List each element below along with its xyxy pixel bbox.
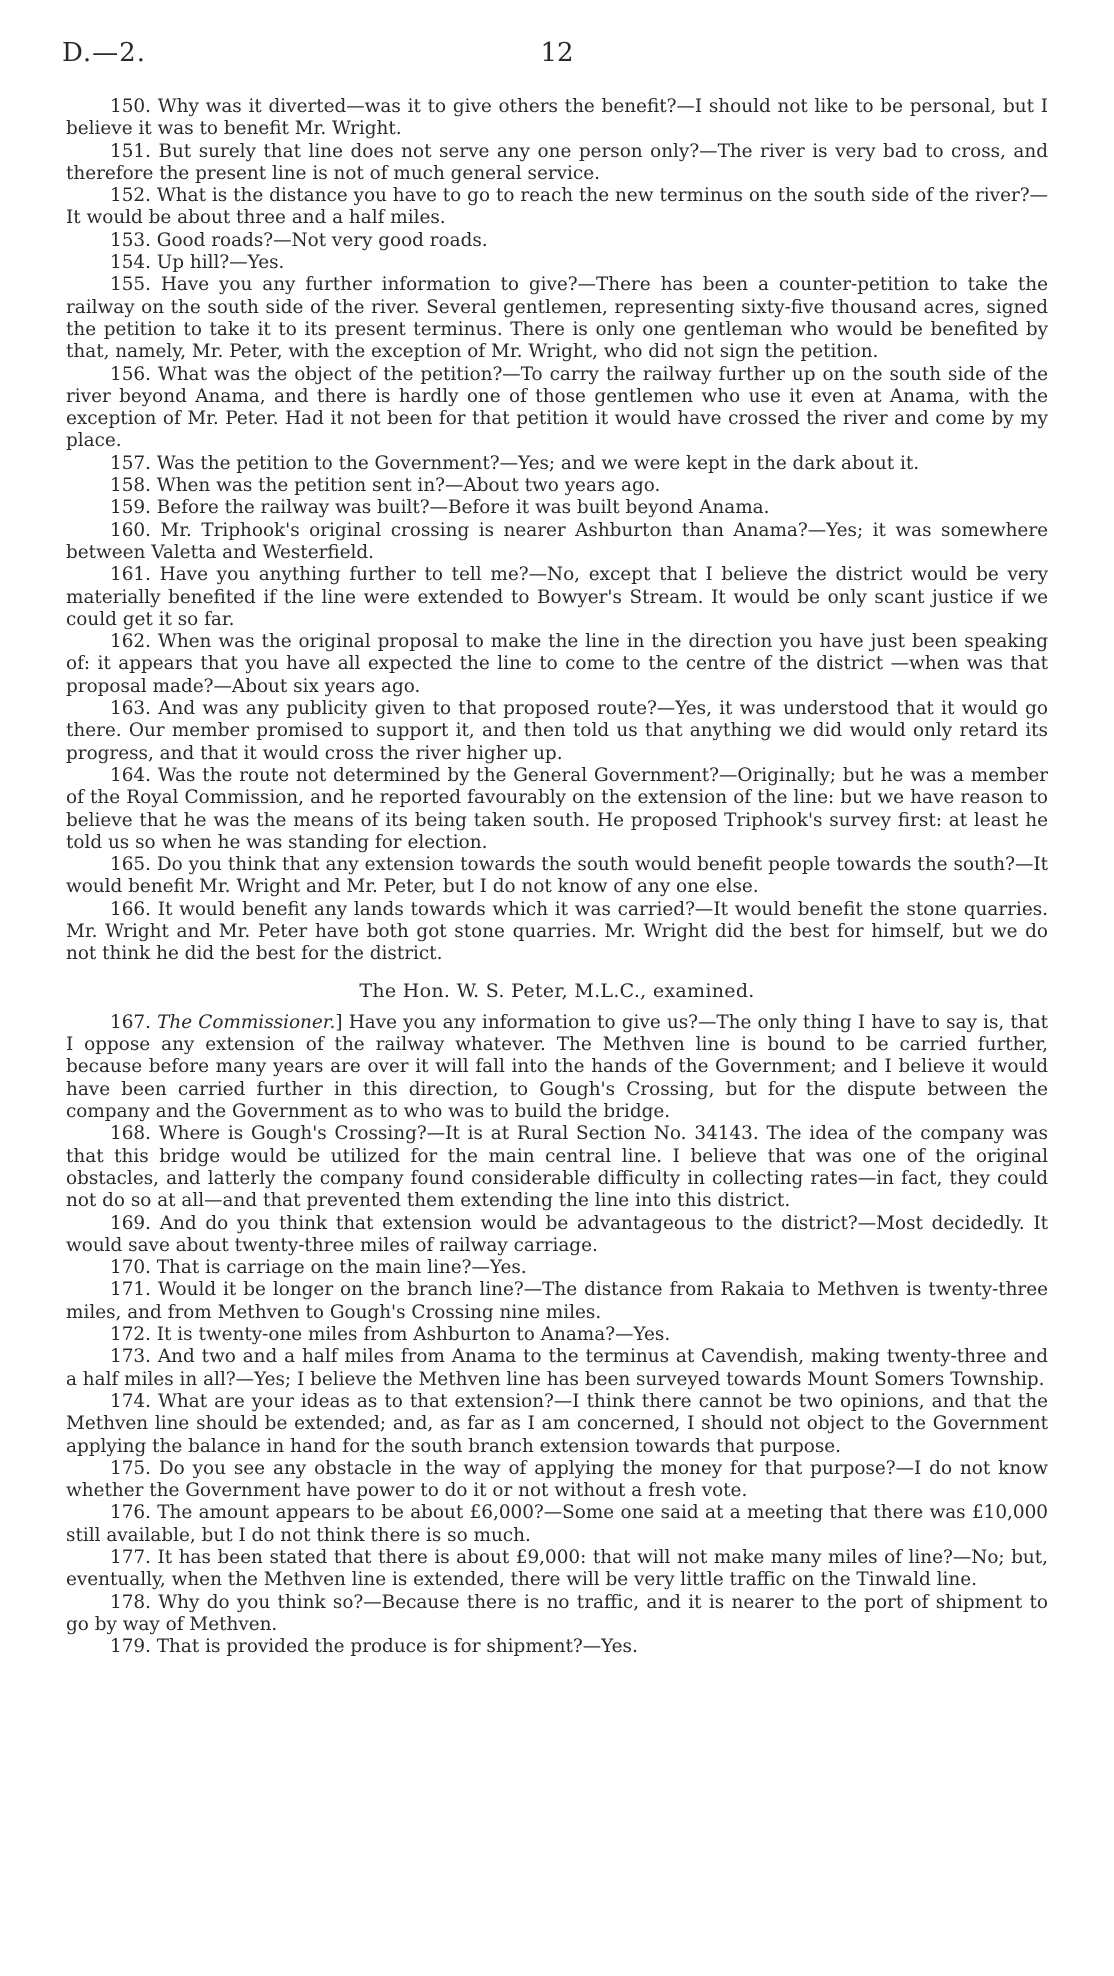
- evidence-paragraph: 158. When was the petition sent in?—About two years ago.: [110, 475, 661, 497]
- page-number: 12: [540, 38, 574, 68]
- evidence-paragraph: 179. That is provided the produce is for shipment?—Yes.: [110, 1636, 638, 1658]
- evidence-block-1: [66, 96, 1048, 966]
- evidence-paragraph: 160. Mr. Triphook's original crossing is nearer Ashburton than Anama?—Yes; it was somewhere between Valetta and Westerfield.: [66, 519, 1048, 563]
- document-body: [66, 96, 1048, 1658]
- page-header: [62, 38, 1052, 78]
- evidence-paragraph: 166. It would benefit any lands towards which it was carried?—It would benefit the stone quarries. Mr. Wright and Mr. Peter have both got stone quarries. Mr. Wright did the best for himself, but we do not think he did the best for the district.: [66, 898, 1048, 965]
- evidence-paragraph: 176. The amount appears to be about £6,000?—Some one said at a meeting that there was £10,000 still available, but I do not think there is so much.: [66, 1502, 1048, 1546]
- evidence-paragraph: 175. Do you see any obstacle in the way of applying the money for that purpose?—I do not know whether the Government have power to do it or not without a fresh vote.: [66, 1457, 1048, 1502]
- evidence-paragraph: 171. Would it be longer on the branch line?—The distance from Rakaia to Methven is twenty-three miles, and from Methven to Gough's Crossing nine miles.: [66, 1279, 1048, 1323]
- evidence-paragraph: 172. It is twenty-one miles from Ashburton to Anama?—Yes.: [110, 1324, 671, 1346]
- document-reference: D.—2.: [62, 38, 146, 68]
- evidence-paragraph: 170. That is carriage on the main line?—Yes.: [110, 1257, 527, 1279]
- evidence-paragraph: 169. And do you think that extension would be advantageous to the district?—Most decidedly. It would save about twenty-three miles of railway carriage.: [66, 1212, 1048, 1256]
- speaker-name: The Commissioner.: [157, 1011, 336, 1033]
- evidence-paragraph: 153. Good roads?—Not very good roads.: [110, 229, 488, 251]
- section-heading: The Hon. W. S. Peter, M.L.C., examined.: [359, 979, 755, 1002]
- evidence-paragraph: 159. Before the railway was built?—Before it was built beyond Anama.: [110, 497, 770, 519]
- evidence-paragraph: 173. And two and a half miles from Anama to the terminus at Cavendish, making twenty-three and a half miles in all?—Yes; I believe the Methven line has been surveyed towards Mount Somers Township.: [66, 1346, 1048, 1390]
- evidence-paragraph: 150. Why was it diverted—was it to give others the benefit?—I should not like to be personal, but I believe it was to benefit Mr. Wright.: [66, 96, 1048, 140]
- evidence-paragraph: 154. Up hill?—Yes.: [110, 252, 285, 274]
- evidence-block-2: [66, 1123, 1048, 1658]
- evidence-paragraph: 174. What are your ideas as to that extension?—I think there cannot be two opinions, and that the Methven line should be extended; and, as far as I am concerned, I should not object to the Government applying the balance in hand for the south branch extension towards that purpose.: [66, 1390, 1048, 1457]
- evidence-paragraph: 177. It has been stated that there is about £9,000: that will not make many miles of line?—No; but, eventually, when the Methven line is extended, there will be very little traffic on the Tinwald line.: [66, 1547, 1048, 1591]
- evidence-paragraph: 164. Was the route not determined by the General Government?—Originally; but he was a member of the Royal Commission, and he reported favourably on the extension of the line: but we have reason to believe that he was the means of its being taken south. He proposed Triphook's survey first: at least he told us so when he was standing for election.: [66, 764, 1048, 853]
- paragraph-text: ] Have you any information to give us?—The only thing I have to say is, that I oppose any extension of the railway whatever. The Methven line is bound to be carried further, because before many years are over it will fall into the hands of the Government; and I believe it would have been carried further in this direction, to Gough's Crossing, but for the dispute between the company and the Government as to who was to build the bridge.: [66, 1011, 1048, 1123]
- evidence-paragraph: 155. Have you any further information to give?—There has been a counter-petition to take the railway on the south side of the river. Several gentlemen, representing sixty-five thousand acres, signed the petition to take it to its present terminus. There is only one gentleman who would be benefited by that, namely, Mr. Peter, with the exception of Mr. Wright, who did not sign the petition.: [66, 274, 1048, 363]
- evidence-paragraph: 152. What is the distance you have to go to reach the new terminus on the south side of the river?—It would be about three and a half miles.: [66, 185, 1048, 229]
- evidence-paragraph: 168. Where is Gough's Crossing?—It is at Rural Section No. 34143. The idea of the company was that this bridge would be utilized for the main central line. I believe that was one of the original obstacles, and latterly the company found considerable difficulty in collecting rates—in fact, they could not do so at all—and that prevented them extending the line into this district.: [66, 1123, 1048, 1212]
- paragraph-167: [66, 1012, 1048, 1123]
- evidence-paragraph: 163. And was any publicity given to that proposed route?—Yes, it was understood that it would go there. Our member promised to support it, and then told us that anything we did would only retard its progress, and that it would cross the river higher up.: [66, 698, 1048, 764]
- evidence-paragraph: 162. When was the original proposal to make the line in the direction you have just been speaking of: it appears that you have all expected the line to come to the centre of the district —when was that proposal made?—About six years ago.: [66, 631, 1048, 697]
- paragraph-number: 167.: [110, 1011, 151, 1033]
- evidence-paragraph: 151. But surely that line does not serve any one person only?—The river is very bad to cross, and therefore the present line is not of much general service.: [66, 140, 1048, 184]
- evidence-paragraph: 156. What was the object of the petition?—To carry the railway further up on the south side of the river beyond Anama, and there is hardly one of those gentlemen who use it even at Anama, with the exception of Mr. Peter. Had it not been for that petition it would have crossed the river and come by my place.: [66, 363, 1048, 452]
- evidence-paragraph: 157. Was the petition to the Government?—Yes; and we were kept in the dark about it.: [110, 452, 920, 474]
- evidence-paragraph: 178. Why do you think so?—Because there is no traffic, and it is nearer to the port of shipment to go by way of Methven.: [66, 1591, 1048, 1635]
- evidence-paragraph: 161. Have you anything further to tell me?—No, except that I believe the district would be very materially benefited if the line were extended to Bowyer's Stream. It would be only scant justice if we could get it so far.: [66, 564, 1048, 630]
- evidence-paragraph: 165. Do you think that any extension towards the south would benefit people towards the south?—It would benefit Mr. Wright and Mr. Peter, but I do not know of any one else.: [66, 854, 1048, 898]
